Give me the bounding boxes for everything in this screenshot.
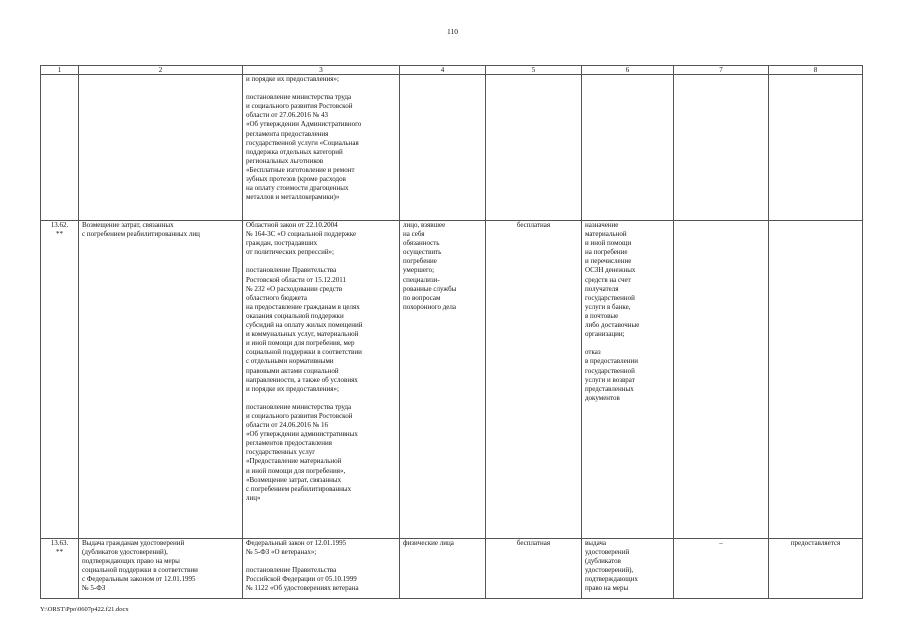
recipients bbox=[400, 75, 486, 221]
column-8-value bbox=[769, 221, 863, 539]
recipients: лицо, взявшее на себя обязанность осуществить погребение умершего; специализи- рованные службы по вопросам похоронного дела bbox=[400, 221, 486, 539]
column-number-row bbox=[41, 66, 863, 75]
column-number: 3 bbox=[243, 66, 400, 75]
column-8-value bbox=[769, 75, 863, 221]
service-name: Возмещение затрат, связанных с погребением реабилитированных лиц bbox=[79, 221, 243, 539]
legal-basis: Областной закон от 22.10.2004 № 164-ЗС «О социальной поддержке граждан, пострадавших от политических репрессий»; постановление Правительства Ростовской области от 15.12.2011 № 232 «О расходовании средств областного бюджета на предоставление гражданам в целях оказания социальной поддержки субсидий на оплату жилых помещений и коммунальных услуг, материальной и иной помощи для погребения, мер социальной поддержки в соответствии с отдельными нормативными правовыми актами социальной направленности, а также об условиях и порядке их предоставления»; постановление министерства труда и социального развития Ростовской области от 24.06.2016 № 16 «Об утверждении административных регламентов предоставления государственных услуг «Предоставление материальной и иной помощи для погребения», «Возмещение затрат, связанных с погребением реабилитированных лиц» bbox=[243, 221, 400, 539]
column-number: 6 bbox=[582, 66, 674, 75]
payment: бесплатная bbox=[486, 221, 582, 539]
result: назначение материальной и иной помощи на погребение и перечисление ОСЗН денежных средств на счет получателя государственной услуги в банке, в почтовые либо доставочные организации; отказ в предоставлении государственной услуги и возврат представленных документов bbox=[582, 221, 674, 539]
services-table bbox=[40, 65, 863, 599]
legal-basis: и порядке их предоставления»; постановление министерства труда и социального развития Ростовской области от 27.06.2016 № 43 «Об утверждении Административного регламента предоставления государственной услуги «Социальная поддержка отдельных категорий региональных льготников «Бесплатные изготовление и ремонт зубных протезов (кроме расходов на оплату стоимости драгоценных металлов и металлокерамики)» bbox=[243, 75, 400, 221]
row-number bbox=[41, 75, 79, 221]
column-number: 8 bbox=[769, 66, 863, 75]
column-8-value: предоставляется bbox=[769, 539, 863, 599]
payment bbox=[486, 75, 582, 221]
recipients: физические лица bbox=[400, 539, 486, 599]
payment: бесплатная bbox=[486, 539, 582, 599]
row-number: 13.62. ** bbox=[41, 221, 79, 539]
result bbox=[582, 75, 674, 221]
file-path-footer: Y:\ORST\Ppo\0607p422.f21.docx bbox=[40, 606, 129, 613]
row-number: 13.63. ** bbox=[41, 539, 79, 599]
table-row bbox=[41, 75, 863, 221]
column-number: 4 bbox=[400, 66, 486, 75]
table-row bbox=[41, 221, 863, 539]
result: выдача удостоверений (дубликатов удостоверений), подтверждающих право на меры bbox=[582, 539, 674, 599]
column-number: 2 bbox=[79, 66, 243, 75]
column-7-value bbox=[674, 221, 769, 539]
column-7-value: – bbox=[674, 539, 769, 599]
column-number: 7 bbox=[674, 66, 769, 75]
service-name bbox=[79, 75, 243, 221]
table-row bbox=[41, 539, 863, 599]
column-7-value bbox=[674, 75, 769, 221]
legal-basis: Федеральный закон от 12.01.1995 № 5-ФЗ «О ветеранах»; постановление Правительства Российской Федерации от 05.10.1999 № 1122 «Об удостоверениях ветерана bbox=[243, 539, 400, 599]
page-number: 110 bbox=[447, 27, 458, 36]
column-number: 5 bbox=[486, 66, 582, 75]
service-name: Выдача гражданам удостоверений (дубликатов удостоверений), подтверждающих право на меры социальной поддержки в соответствии с Федеральным законом от 12.01.1995 № 5-ФЗ bbox=[79, 539, 243, 599]
column-number: 1 bbox=[41, 66, 79, 75]
